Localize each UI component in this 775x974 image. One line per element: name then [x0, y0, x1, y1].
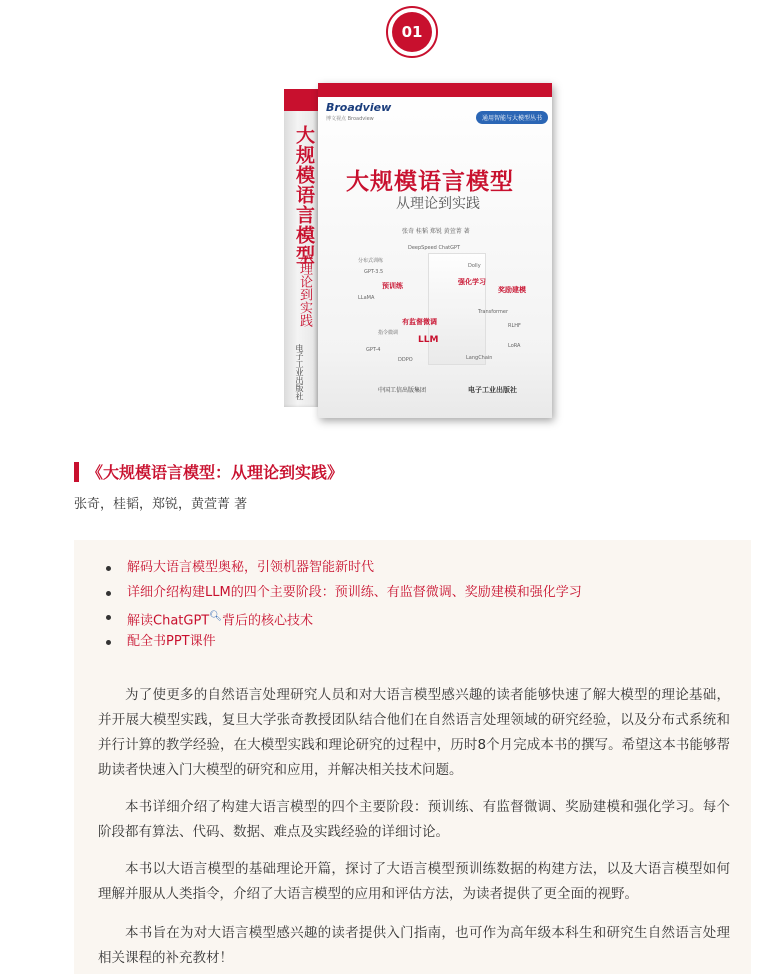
- cloud-word: 指令微调: [378, 330, 399, 336]
- brand-small: 博文视点 Broadview: [326, 116, 374, 122]
- cloud-word: Dolly: [468, 263, 481, 269]
- chatgpt-link[interactable]: 解读ChatGPT: [127, 613, 210, 629]
- spine-subtitle: 从理论到实践: [297, 249, 312, 327]
- book-front-cover: [318, 83, 552, 418]
- list-item: 解码大语言模型奥秘，引领机器智能新时代: [106, 556, 582, 581]
- book-title: 《大规模语言模型：从理论到实践》: [87, 463, 344, 482]
- publisher-logo-2: 电子工业出版社: [468, 386, 517, 394]
- word-cloud: [358, 243, 538, 373]
- book-title-heading: [74, 460, 343, 483]
- paragraph: 本书以大语言模型的基础理论开篇，探讨了大语言模型预训练数据的构建方法，以及大语言模型如何理解并服从人类指令，介绍了大语言模型的应用和评估方法，为读者提供了更全面的视野。: [98, 861, 730, 902]
- cloud-word: LangChain: [466, 355, 493, 361]
- cover-subtitle: 从理论到实践: [396, 196, 480, 212]
- series-badge: 通用智能与大模型丛书: [476, 111, 548, 124]
- brand-logo: Broadview: [326, 101, 392, 114]
- cloud-word: RLHF: [508, 323, 521, 329]
- book-spine: [284, 89, 318, 407]
- list-item: 详细介绍构建LLM的四个主要阶段：预训练、有监督微调、奖励建模和强化学习: [106, 581, 582, 606]
- cloud-word: 有监督微调: [402, 318, 437, 326]
- highlight-list: [106, 556, 582, 654]
- paragraph: 为了使更多的自然语言处理研究人员和对大语言模型感兴趣的读者能够快速了解大模型的理论基础，并开展大模型实践，复旦大学张奇教授团队结合他们在自然语言处理领域的研究经验，以及分布式系统和并行计算的教学经验，在大模型实践和理论研究的过程中，历时8个月完成本书的撰写。希望这本书能够帮助读者快速入门大模型的研究和应用，并解决相关技术问题。: [98, 687, 730, 778]
- cloud-word: DDPO: [398, 357, 413, 363]
- cloud-word: 强化学习: [458, 278, 486, 286]
- list-item: 配全书PPT课件: [106, 630, 582, 655]
- cloud-word: 预训练: [382, 282, 403, 290]
- publisher-logo-1: 中国工信出版集团: [378, 387, 427, 394]
- section-number-badge: [386, 6, 438, 58]
- paragraph: 本书详细介绍了构建大语言模型的四个主要阶段：预训练、有监督微调、奖励建模和强化学习。每个阶段都有算法、代码、数据、难点及实践经验的详细讨论。: [98, 799, 730, 840]
- cloud-word: Transformer: [478, 309, 509, 315]
- cover-authors: 张奇 桂韬 郑锐 黄萱菁 著: [402, 228, 470, 235]
- cloud-word: LoRA: [508, 343, 521, 349]
- spine-publisher: 电子工业出版社: [295, 344, 304, 400]
- cloud-word: 奖励建模: [498, 286, 526, 294]
- cloud-word: GPT-3.5: [364, 269, 384, 275]
- cloud-word: GPT-4: [366, 347, 381, 353]
- title-accent-bar: [74, 462, 79, 482]
- search-icon[interactable]: 🔍︎: [209, 611, 222, 622]
- badge-number: 01: [392, 12, 432, 52]
- book-authors: 张奇，桂韬，郑锐，黄萱菁 著: [74, 497, 248, 512]
- list-item: [106, 605, 582, 630]
- spine-title: 大规模语言模型: [293, 125, 315, 265]
- cloud-word: LLaMA: [358, 295, 375, 301]
- cloud-word: 分布式训练: [358, 258, 384, 264]
- cloud-word: DeepSpeed ChatGPT: [408, 245, 461, 251]
- cloud-word: LLM: [418, 335, 439, 345]
- paragraph: 本书旨在为对大语言模型感兴趣的读者提供入门指南，也可作为高年级本科生和研究生自然语言处理相关课程的补充教材！: [98, 925, 730, 966]
- list-item-tail: 背后的核心技术: [221, 613, 313, 629]
- cover-title: 大规模语言模型: [346, 169, 514, 195]
- book-cover-image: [284, 83, 552, 418]
